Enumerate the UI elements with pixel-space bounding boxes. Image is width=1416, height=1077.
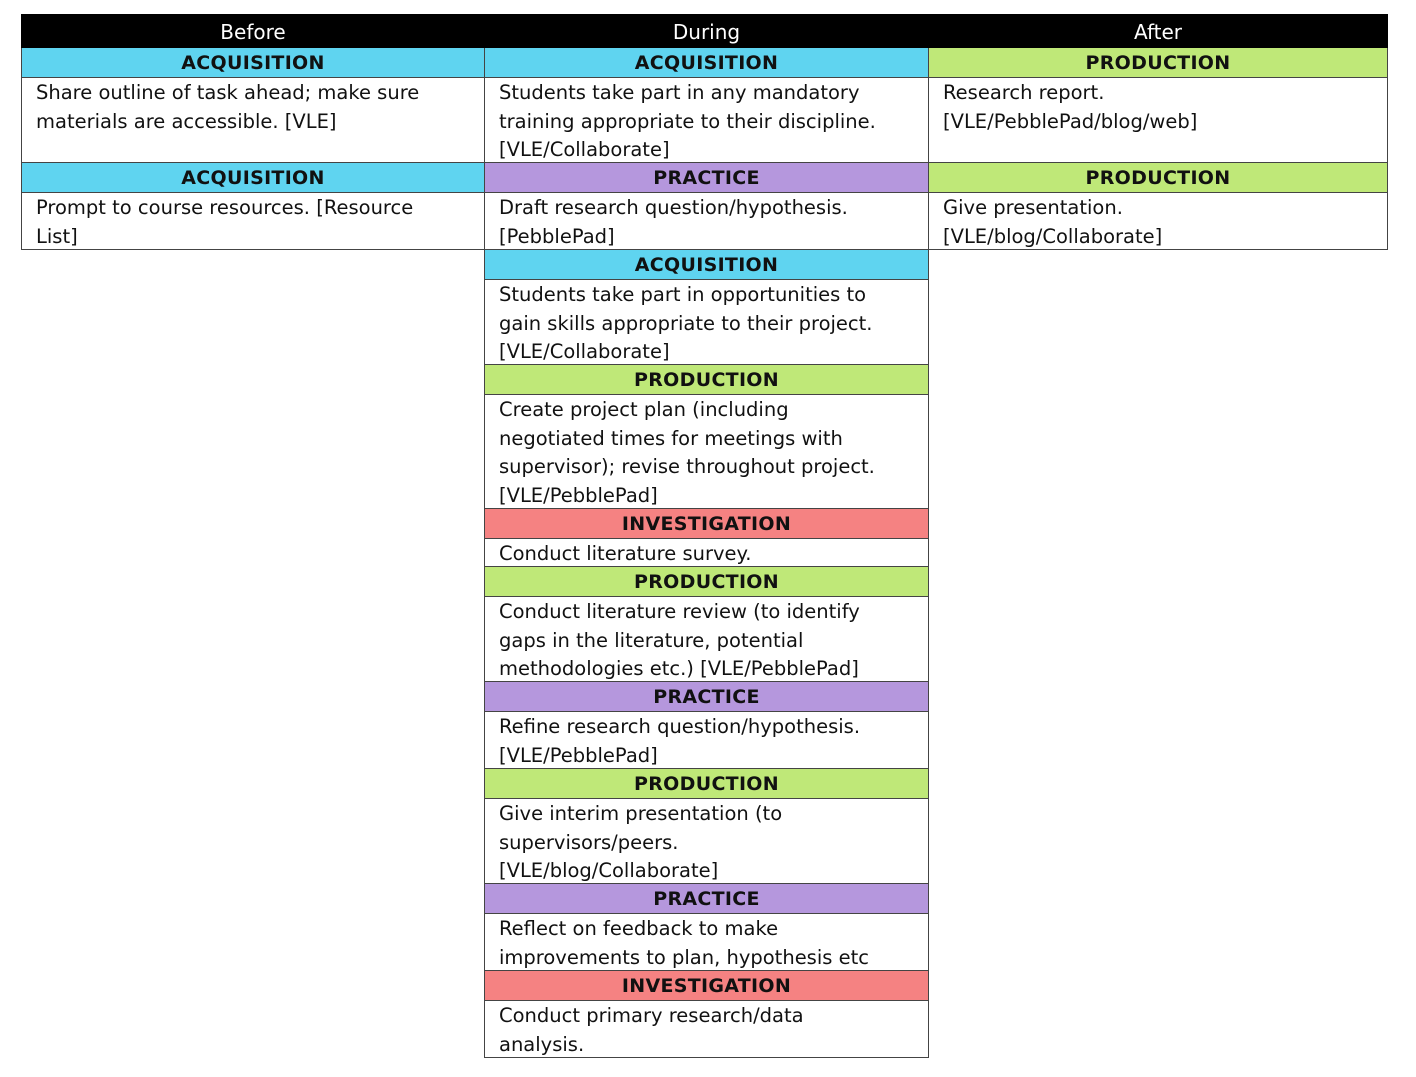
activity-description: Students take part in any mandatory training appropriate to their discipline. [VLE/Collaborate] <box>499 81 876 161</box>
activity-block <box>484 250 929 365</box>
phase-label: ACQUISITION <box>22 163 484 193</box>
activity-description: Draft research question/hypothesis. [PebblePad] <box>499 196 848 248</box>
activity-block <box>484 769 929 884</box>
phase-label: ACQUISITION <box>22 48 484 78</box>
column-during <box>484 14 929 1058</box>
column-items-after <box>928 48 1388 250</box>
activity-description: Conduct literature review (to identify gaps in the literature, potential methodologies etc.) [VLE/PebblePad] <box>499 600 860 680</box>
activity-description: Conduct literature survey. <box>499 542 752 565</box>
phase-label: PRODUCTION <box>485 567 928 597</box>
column-items-during <box>484 48 929 1058</box>
phase-label: INVESTIGATION <box>485 971 928 1001</box>
activity-description: Prompt to course resources. [Resource List] <box>36 196 414 248</box>
column-after <box>928 14 1388 250</box>
phase-label: ACQUISITION <box>485 250 928 280</box>
activity-block <box>484 682 929 769</box>
column-heading-before: Before <box>21 14 485 48</box>
phase-label: PRACTICE <box>485 163 928 193</box>
phase-label: PRACTICE <box>485 682 928 712</box>
phase-label: PRACTICE <box>485 884 928 914</box>
phase-label: PRODUCTION <box>485 365 928 395</box>
phase-label: PRODUCTION <box>929 163 1387 193</box>
activity-description: Students take part in opportunities to gain skills appropriate to their project. [VLE/Collaborate] <box>499 283 873 363</box>
activity-description: Give presentation. [VLE/blog/Collaborate] <box>943 196 1163 248</box>
activity-description: Give interim presentation (to supervisors/peers. [VLE/blog/Collaborate] <box>499 802 783 882</box>
activity-description: Reflect on feedback to make improvements to plan, hypothesis etc <box>499 917 869 969</box>
activity-description: Create project plan (including negotiated times for meetings with supervisor); revise throughout project. [VLE/PebblePad] <box>499 398 875 507</box>
activity-block <box>484 884 929 971</box>
phase-label: PRODUCTION <box>485 769 928 799</box>
phase-label: ACQUISITION <box>485 48 928 78</box>
activity-block <box>484 365 929 509</box>
column-heading-during: During <box>484 14 929 48</box>
activity-description: Share outline of task ahead; make sure materials are accessible. [VLE] <box>36 81 420 133</box>
activity-description: Research report. [VLE/PebblePad/blog/web] <box>943 81 1198 133</box>
phase-label: PRODUCTION <box>929 48 1387 78</box>
activity-description: Refine research question/hypothesis. [VLE/PebblePad] <box>499 715 861 767</box>
activity-block <box>928 48 1388 163</box>
activity-block <box>484 971 929 1058</box>
activity-block <box>484 567 929 682</box>
activity-block <box>484 163 929 250</box>
phase-label: INVESTIGATION <box>485 509 928 539</box>
column-before <box>21 14 485 250</box>
column-items-before <box>21 48 485 250</box>
column-heading-after: After <box>928 14 1388 48</box>
activity-description: Conduct primary research/data analysis. <box>499 1004 804 1056</box>
activity-block <box>21 163 485 250</box>
activity-block <box>484 48 929 163</box>
activity-block <box>928 163 1388 250</box>
activity-block <box>21 48 485 163</box>
activity-block <box>484 509 929 567</box>
